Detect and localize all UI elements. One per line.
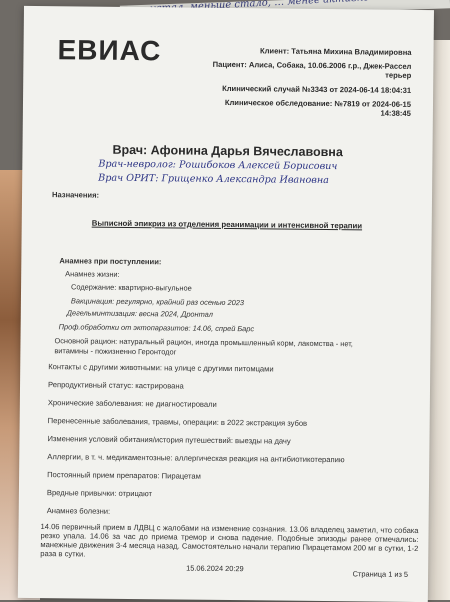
- chronic-line: Хронические заболевания: не диагностировали: [47, 398, 217, 409]
- document-title: Выписной эпикриз из отделения реанимации и интенсивной терапии: [91, 218, 363, 231]
- reproductive-line: Репродуктивный статус: кастрирована: [47, 380, 184, 391]
- document-page: [18, 6, 434, 602]
- exam-time: 14:38:45: [380, 108, 411, 118]
- ectoparasite-line: Проф.обработки от эктопаразитов: 14.06, спрей Барс: [58, 322, 255, 334]
- appointments-label: Назначения:: [51, 190, 100, 200]
- patient-line-breed: терьер: [385, 70, 412, 80]
- clinic-logo: ЕВИАС: [57, 34, 162, 67]
- life-anamnesis-label: Анамнез жизни:: [65, 269, 120, 279]
- contacts-line: Контакты с другими животными: на улице с другими питомцами: [48, 362, 274, 374]
- patient-line: Пациент: Алиса, Собака, 10.06.2006 г.р., Джек-Рассел: [212, 59, 412, 71]
- anamnesis-header: Анамнез при поступлении:: [59, 256, 162, 267]
- habits-line: Вредные привычки: отрицают: [46, 488, 153, 499]
- diet-line-2: витамины - пожизненно Геронтодог: [54, 346, 177, 357]
- habitat-line: Изменения условий обитания/история путешествий: выезды на дачу: [47, 434, 291, 446]
- doctor-name: Врач: Афонина Дарья Вячеславовна: [112, 142, 343, 160]
- vaccination-line: Вакцинация: регулярно, крайний раз осенью 2023: [70, 296, 245, 308]
- deworming-line: Дегельминтизация: весна 2024, Дронтал: [66, 308, 213, 319]
- past-diseases-line: Перенесенные заболевания, травмы, операции: в 2022 экстракция зубов: [47, 416, 308, 428]
- disease-anamnesis-label: Анамнез болезни:: [46, 506, 111, 516]
- medications-line: Постоянный прием препаратов: Пирацетам: [47, 470, 201, 481]
- housing-line: Содержание: квартирно-выгульное: [71, 282, 192, 293]
- page-number: Страница 1 из 5: [352, 569, 409, 579]
- disease-anamnesis-text: 14.06 первичный прием в ЛДВЦ с жалобами на изменение сознания. 13.06 владелец заметил, что собака резко упала. 14.06 за час до приема тремор и снова падение. Подобные эпизоды ранее отмечались: манежные движения 3-4 месяца назад. Самостоятельно начали терапию Пирацетамом 200 мг в сутки, 1-2 раза в сутки.: [40, 522, 419, 559]
- exam-line: Клиническое обследование: №7819 от 2024-06-15: [224, 97, 412, 109]
- case-line: Клинический случай №3343 от 2024-06-14 18:04:31: [222, 83, 412, 95]
- diet-line-1: Основной рацион: натуральный рацион, иногда промышленный корм, лакомства - нет,: [54, 336, 353, 349]
- allergies-line: Аллергии, в т. ч. медикаментозные: аллергическая реакция на антибиотикотерапию: [47, 452, 345, 465]
- handwritten-icu-doctor: Врач ОРИТ: Грищенко Александра Ивановна: [98, 172, 329, 187]
- footer-date: 15.06.2024 20:29: [186, 563, 244, 574]
- client-line: Клиент: Татьяна Михина Владимировна: [259, 46, 412, 57]
- handwritten-neurologist: Врач-невролог: Рошибоков Алексей Борисович: [98, 158, 338, 173]
